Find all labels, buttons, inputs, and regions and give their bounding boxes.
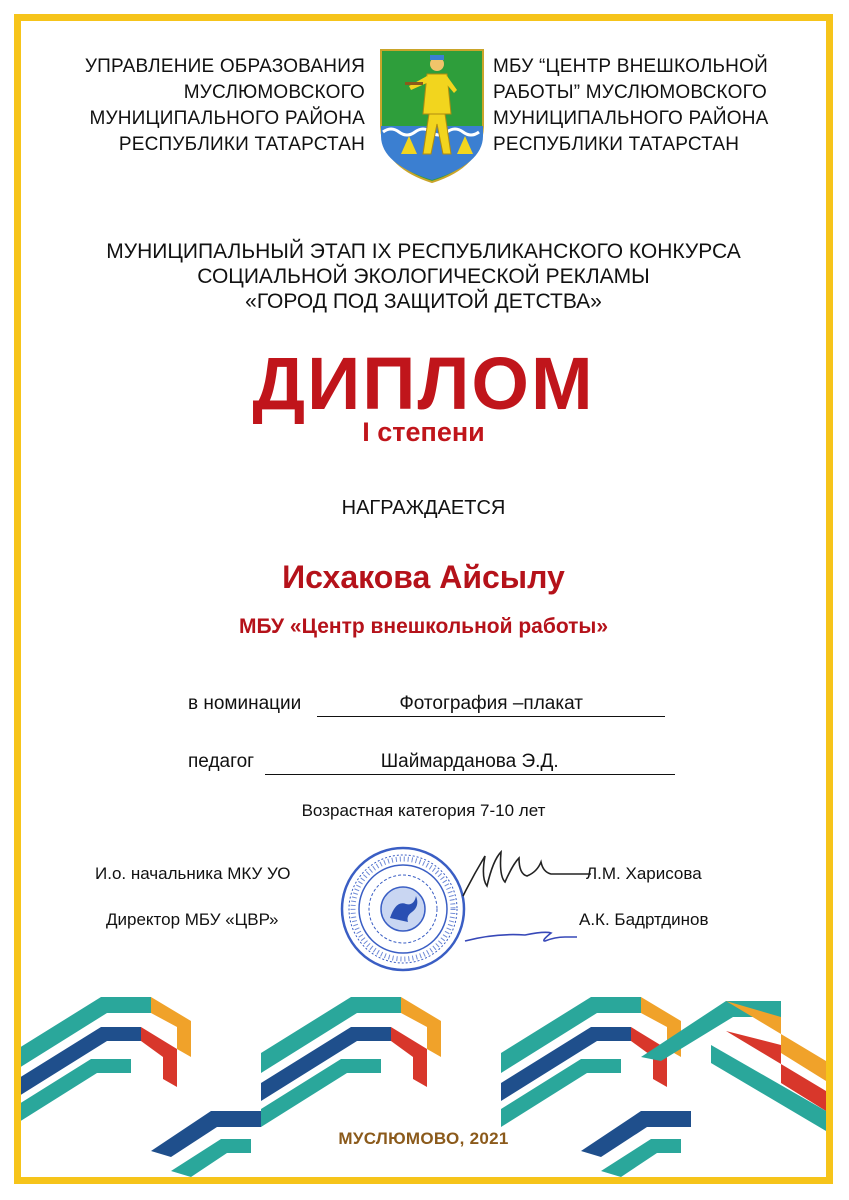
footer-place-year: МУСЛЮМОВО, 2021 xyxy=(338,1129,509,1148)
header-right-line: МБУ “ЦЕНТР ВНЕШКОЛЬНОЙ xyxy=(493,56,768,77)
recipient-name: Исхакова Айсылу xyxy=(282,559,565,595)
age-category: Возрастная категория 7-10 лет xyxy=(301,801,546,820)
teacher-label: педагог xyxy=(188,751,255,772)
header-left-line: РЕСПУБЛИКИ ТАТАРСТАН xyxy=(118,134,365,155)
contest-title xyxy=(21,239,826,314)
official-seal-icon xyxy=(338,844,468,974)
awarded-label: НАГРАЖДАЕТСЯ xyxy=(341,497,506,519)
teacher-value: Шаймарданова Э.Д. xyxy=(265,751,675,775)
ornament-motif xyxy=(501,997,681,1127)
contest-line: МУНИЦИПАЛЬНЫЙ ЭТАП IX РЕСПУБЛИКАНСКОГО КОНКУРСА xyxy=(106,240,741,263)
header-left-line: МУСЛЮМОВСКОГО xyxy=(183,82,365,103)
diploma-degree: I степени xyxy=(362,417,485,447)
nomination-value: Фотография –плакат xyxy=(317,693,665,717)
header-left-line: МУНИЦИПАЛЬНОГО РАЙОНА xyxy=(89,108,365,129)
coat-of-arms-icon xyxy=(377,46,487,186)
ornament-motif xyxy=(21,997,191,1127)
signatory-name-2: А.К. Бадртдинов xyxy=(579,910,709,929)
diploma-frame xyxy=(14,14,833,1184)
signature-1-icon xyxy=(459,844,599,904)
header-right-line: РАБОТЫ” МУСЛЮМОВСКОГО xyxy=(493,82,767,103)
contest-line: «ГОРОД ПОД ЗАЩИТОЙ ДЕТСТВА» xyxy=(245,290,602,313)
header-right-org xyxy=(493,54,793,158)
diploma-title: ДИПЛОМ xyxy=(252,342,595,425)
header-left-org xyxy=(73,54,365,158)
teacher-row xyxy=(188,751,675,775)
ornament-motif xyxy=(261,997,441,1127)
signatory-title-2: Директор МБУ «ЦВР» xyxy=(106,910,279,929)
signatory-name-1: Л.М. Харисова xyxy=(586,864,702,883)
header-right-line: РЕСПУБЛИКИ ТАТАРСТАН xyxy=(493,134,740,155)
signature-2-icon xyxy=(461,919,581,949)
header-left-line: УПРАВЛЕНИЕ ОБРАЗОВАНИЯ xyxy=(84,56,365,77)
header-right-line: МУНИЦИПАЛЬНОГО РАЙОНА xyxy=(493,108,769,129)
signatory-title-1: И.о. начальника МКУ УО xyxy=(95,864,291,883)
recipient-organization: МБУ «Центр внешкольной работы» xyxy=(238,615,609,638)
nomination-label: в номинации xyxy=(188,693,302,714)
contest-line: СОЦИАЛЬНОЙ ЭКОЛОГИЧЕСКОЙ РЕКЛАМЫ xyxy=(197,265,650,288)
nomination-row xyxy=(188,693,665,717)
